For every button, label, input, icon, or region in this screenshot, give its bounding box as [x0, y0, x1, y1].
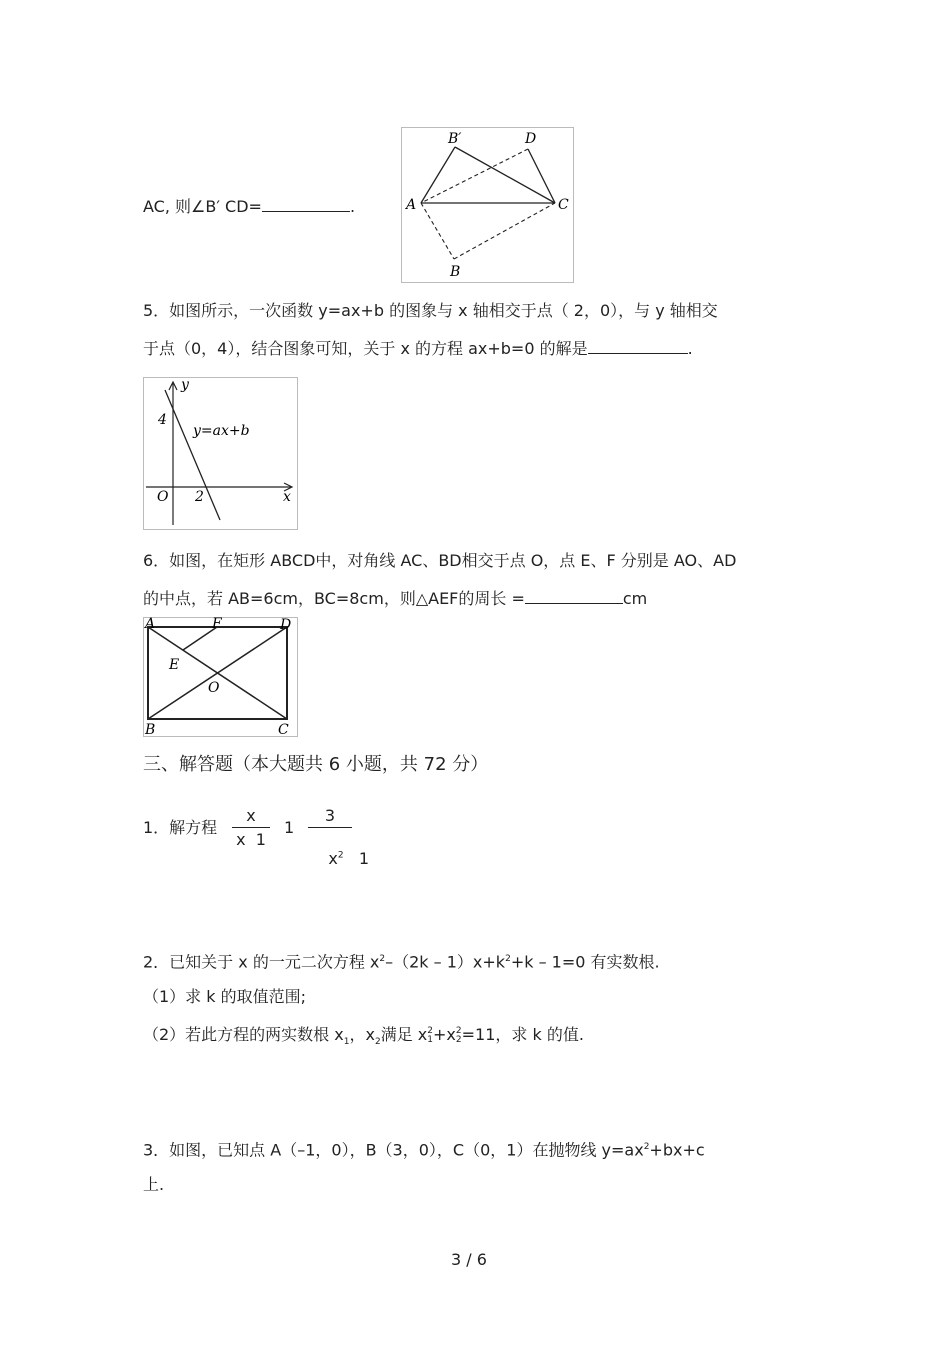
p1-frac2-den-rest: 1 [358, 849, 369, 868]
p2-line1-sup2: 2 [505, 954, 511, 964]
fig5-x-label: x [283, 489, 291, 505]
p2-sub2-s1: 1 [343, 1037, 350, 1048]
p3-line1-sup: 2 [643, 1142, 650, 1152]
p2-line1-sup1: 2 [379, 954, 386, 964]
p3-line1-a: 3．如图，已知点 A（–1，0），B（3，0），C（0，1）在抛物线 y=ax [143, 1140, 644, 1160]
p1-frac1-denominator: x 1 [236, 830, 266, 849]
p1-fraction-1 [232, 806, 270, 849]
q5-end: . [687, 339, 693, 358]
p2-sub2-e3: 2 [427, 1025, 433, 1036]
p2-sub2-b: ，x [349, 1025, 375, 1044]
fig5-line-label: y=ax+b [193, 423, 250, 439]
fig6-label-o: O [208, 680, 220, 696]
p1-frac2-numerator: 3 [324, 806, 336, 825]
p2-sub2-d: +x [433, 1025, 456, 1044]
fig4-label-d: D [525, 131, 537, 147]
fig6-label-a: A [145, 617, 156, 632]
q6-unit: cm [622, 589, 648, 608]
p3-line1-b: +bx+c [649, 1140, 705, 1160]
p2-sub2-s4: 2 [455, 1034, 462, 1045]
p2-sub-1: （1）求 k 的取值范围; [143, 987, 307, 1006]
q6-line-2 [143, 588, 647, 609]
p2-sub2-c: 满足 x [380, 1025, 428, 1044]
p1-frac2-den-base: x [328, 849, 338, 868]
figure-q6 [143, 617, 298, 737]
p2-sub2-a: （2）若此方程的两实数根 x [143, 1025, 344, 1044]
fig6-label-f: F [212, 617, 222, 632]
fig4-label-bprime: B′ [448, 131, 462, 147]
q4-text: AC, 则∠B′ CD= [143, 197, 262, 216]
fig6-label-b: B [145, 722, 156, 737]
q6-line-2-text: 的中点，若 AB=6cm，BC=8cm，则△AEF的周长 = [143, 589, 525, 608]
p3-line-1 [143, 1137, 705, 1160]
p1-frac2-den-exp: 2 [337, 850, 344, 861]
fig6-label-e: E [169, 657, 180, 673]
p1-frac1-numerator: x [246, 806, 256, 825]
p2-line1-a: 2．已知关于 x 的一元二次方程 x [143, 952, 380, 972]
q4-answer-blank[interactable] [262, 196, 350, 212]
p2-sub2-s3: 1 [427, 1034, 433, 1045]
p1-fraction-2 [308, 806, 369, 887]
q6-line-1: 6．如图，在矩形 ABCD中，对角线 AC、BD相交于点 O，点 E、F 分别是 AO、AD [143, 551, 737, 570]
q4-end: . [349, 197, 356, 216]
fig4-label-c: C [558, 197, 569, 213]
fig4-label-b: B [450, 264, 461, 280]
p2-sub-2 [143, 1025, 584, 1052]
q5-line-2 [143, 338, 693, 359]
p2-sub2-e4: 2 [455, 1025, 462, 1036]
p3-line-2: 上. [143, 1175, 165, 1194]
q5-line-2-text: 于点（0，4），结合图象可知，关于 x 的方程 ax+b=0 的解是 [143, 339, 588, 358]
section-3-title: 三、解答题（本大题共 6 小题，共 72 分） [143, 754, 489, 775]
page-number: 3 / 6 [451, 1250, 487, 1269]
p2-sub2-s2: 2 [374, 1037, 381, 1048]
p2-line1-b: –（2k – 1）x+k [385, 952, 506, 972]
p1-frac2-denominator [308, 830, 369, 887]
q5-answer-blank[interactable] [588, 338, 688, 354]
q5-line-1: 5．如图所示，一次函数 y=ax+b 的图象与 x 轴相交于点（ 2，0），与 y 轴相交 [143, 301, 718, 320]
p2-line-1 [143, 949, 660, 972]
p2-line1-c: +k – 1=0 有实数根. [510, 952, 660, 972]
fig5-y-label: y [181, 377, 189, 393]
fig5-origin-label: O [157, 489, 169, 505]
figure-q4 [401, 127, 574, 283]
fig4-label-a: A [406, 197, 417, 213]
q6-answer-blank[interactable] [525, 588, 623, 604]
fig5-y-tick: 4 [158, 412, 167, 428]
figure-q5 [143, 377, 298, 530]
p1-mid: 1 [284, 818, 295, 837]
fig5-x-tick: 2 [195, 489, 204, 505]
fig6-label-c: C [278, 722, 289, 737]
fig6-label-d: D [280, 617, 292, 633]
p1-prefix: 1．解方程 [143, 818, 218, 837]
p2-sub2-e: =11，求 k 的值. [461, 1025, 584, 1044]
q4-answer-line [143, 196, 355, 217]
